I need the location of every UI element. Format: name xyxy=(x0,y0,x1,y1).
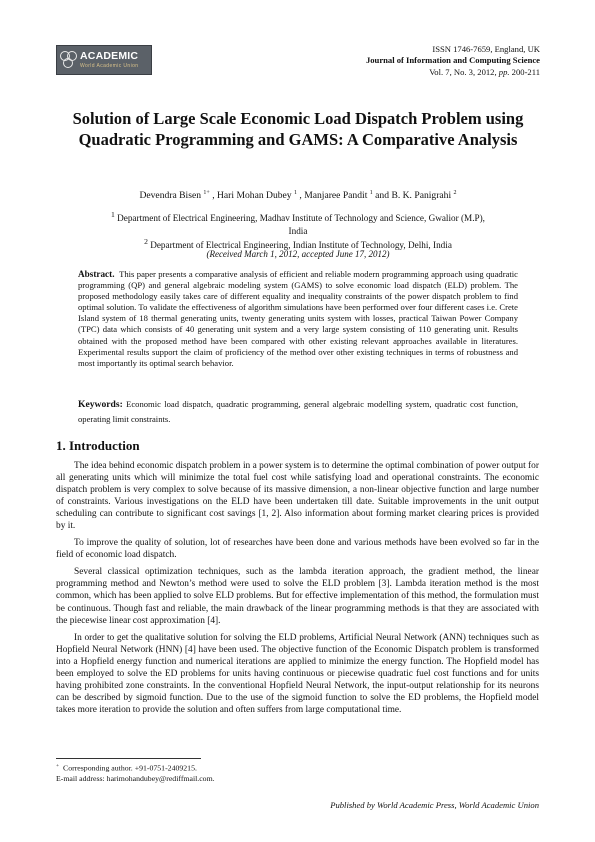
publisher-footer: Published by World Academic Press, World Academic Union xyxy=(330,800,539,810)
paragraph: In order to get the qualitative solution for solving the ELD problems, Artificial Neural Network (ANN) techniques such as Hopfield Neural Network (HNN) [4] have been used. The objective function of the Economic Dispatch problem is transformed into a Hopfield energy function and numerical iterations are applied to minimize the energy function. The Hopfield model has been employed to solve the ED problems for units having continuous or piecewise quadratic fuel cost functions and for units having prohibited zone constraints. In the conventional Hopfield Neural Network, the input-output relationship for its neurons can be described by sigmoid function. Due to the use of the sigmoid function to solve the ED problems, the Hopfield model takes more iteration to provide the solution and often suffers from large computational time. xyxy=(56,632,539,715)
paragraph: The idea behind economic dispatch problem in a power system is to determine the optimal combination of power output for all generating units which will minimize the total fuel cost while satisfying load and operational constraints. The economic dispatch problem is very complex to solve because of its massive dimension, a non-linear objective function and large number of constraints. Various investigations on the ELD have been undertaken till date. Suitable improvements in the unit output scheduling can contribute to significant cost savings [1, 2]. Also information about forming market clearing prices is provided by it. xyxy=(56,461,539,532)
logo-title: ACADEMIC xyxy=(80,50,139,62)
logo-subtitle: World Academic Union xyxy=(80,63,139,69)
author-affiliation-mark: 2 xyxy=(453,190,457,196)
affiliation-1: $^1$ Department of Electrical Engineering, Madhav Institute of Technology and Science, Gwalior (M.P), India xyxy=(111,210,485,236)
affiliation-2: $^2$ Department of Electrical Engineering, Indian Institute of Technology, Delhi, India xyxy=(144,237,452,251)
footnote-corresponding: + Corresponding author. +91-0751-2409215. xyxy=(56,763,197,773)
publisher-logo xyxy=(56,45,152,75)
footnote xyxy=(56,761,215,784)
author-name: B. K. Panigrahi xyxy=(391,190,452,202)
abstract-label: Abstract. xyxy=(78,269,115,279)
paragraph: To improve the quality of solution, lot of researches have been done and various methods have been evolved so far in the field of economic load dispatch. xyxy=(56,538,539,561)
section-body xyxy=(56,460,539,721)
paper-title: Solution of Large Scale Economic Load Dispatch Problem using Quadratic Programming and GAMS: A Comparative Analysis xyxy=(72,109,524,149)
author-name: Hari Mohan Dubey xyxy=(217,190,292,202)
author-list: Devendra Bisen $^{1+}$ , Hari Mohan Dubey $^1$ , Manjaree Pandit $^1$ and B. K. Panigrahi $^2$ xyxy=(139,190,457,202)
received-dates: (Received March 1, 2012, accepted June 17, 2012) xyxy=(206,249,390,259)
journal-info xyxy=(366,44,540,78)
journal-name: Journal of Information and Computing Science xyxy=(365,55,540,66)
author-affiliation-mark: 1 xyxy=(369,190,373,196)
author-name: Manjaree Pandit xyxy=(304,190,368,202)
footnote-email: E-mail address: harimohandubey@rediffmail.com. xyxy=(56,774,215,783)
paragraph: Several classical optimization techniques, such as the lambda iteration approach, the gradient method, the linear programming method and Newton’s method were used to solve the ELD problem [3]. Lambda iteration method is the most common, which has been applied to solve ELD problems. But for effective implementation of this method, the formulation must be continuous. Though fast and reliable, the main drawback of the linear programming methods is that they are associated with the piecewise linear cost approximation [4]. xyxy=(56,567,539,626)
keywords-label: Keywords: xyxy=(78,399,123,410)
author-affiliation-mark: 1+ xyxy=(203,190,210,196)
author-affiliation-mark: 1 xyxy=(294,190,298,196)
volume-line: Vol. 7, No. 3, 2012, pp. 200-211 xyxy=(429,66,540,77)
keywords xyxy=(78,397,518,426)
abstract-text: This paper presents a comparative analysis of efficient and reliable modern programming approach using quadratic programming (QP) and general algebraic modeling system (GAMS) to solve economic load dispatch (ELD) problem. The proposed methodology easily takes care of different equality and inequality constraints of the power dispatch problem to find optimal solution. To validate the effectiveness of algorithm simulations have been performed over four different cases i.e. Crete Island system of 18 thermal generating units, twenty generating units system with losses, practical Taiwan Power Company (TPC) data which consists of 40 generating unit system and a very large system consisting of 110 generating unit. Results obtained with the proposed method have been compared with other existing relevant approaches available in literatures. Experimental results support the claim of proficiency of the method over other existing techniques in terms of robustness and most importantly its optimal search behavior. xyxy=(78,269,518,368)
abstract xyxy=(78,269,518,369)
section-heading: 1. Introduction xyxy=(56,438,140,453)
issn-line: ISSN 1746-7659, England, UK xyxy=(432,44,540,54)
rings-icon xyxy=(57,46,79,74)
keywords-text: Economic load dispatch, quadratic programming, general algebraic modelling system, quadratic cost function, operating limit constraints. xyxy=(78,399,518,424)
footnote-rule xyxy=(56,758,201,759)
author-name: Devendra Bisen xyxy=(139,190,201,202)
